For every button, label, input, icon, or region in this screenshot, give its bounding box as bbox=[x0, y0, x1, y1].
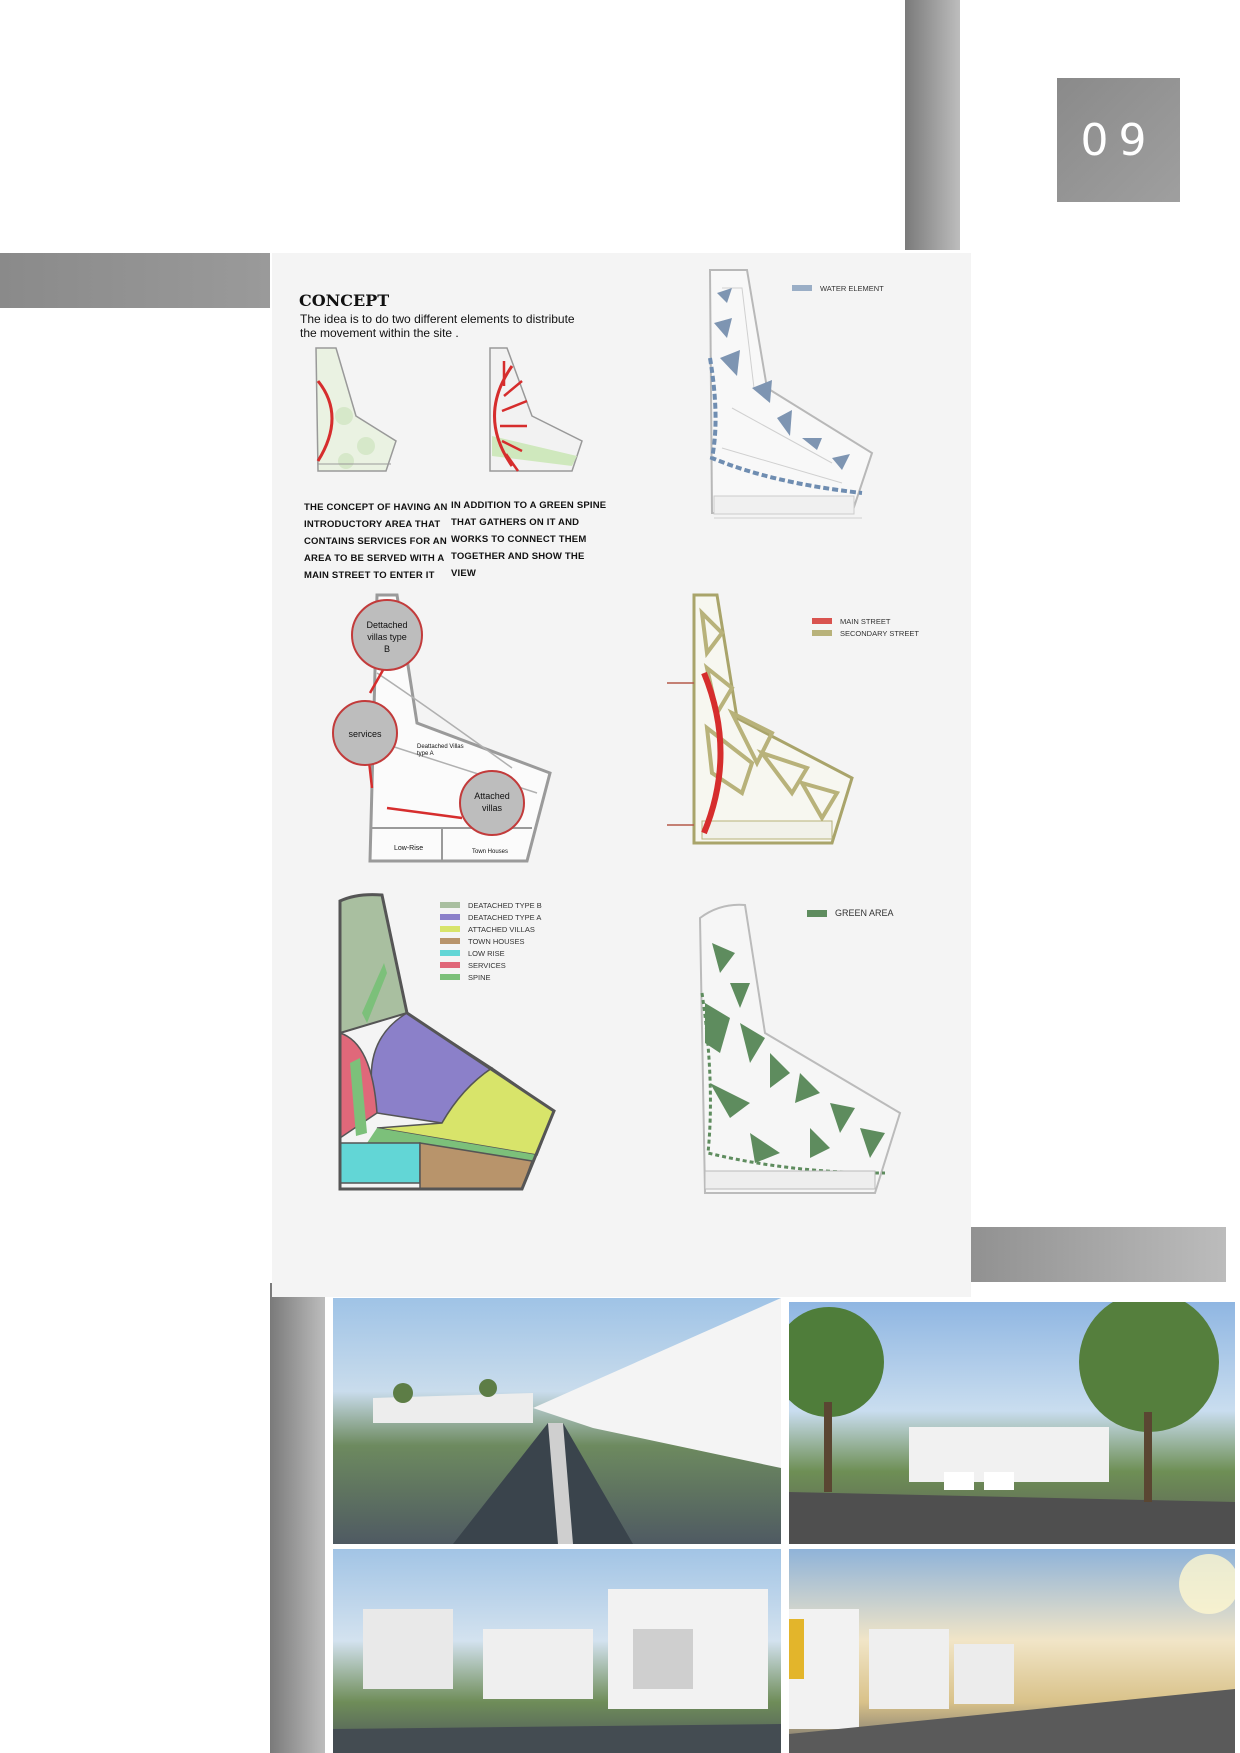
swatch-main-street bbox=[812, 618, 832, 624]
concept-diagram-main-street bbox=[306, 346, 401, 486]
decor-bar-bottom bbox=[270, 1283, 325, 1753]
concept-diagram-green-spine bbox=[482, 346, 592, 486]
label-type-a-line2: type A bbox=[417, 751, 434, 757]
bubble-attached-line1: Attached bbox=[474, 791, 510, 801]
green-area-plan bbox=[690, 903, 920, 1203]
water-element-plan bbox=[692, 268, 912, 558]
legend-streets: MAIN STREET SECONDARY STREET bbox=[812, 615, 919, 639]
bubble-attached-line2: villas bbox=[481, 803, 503, 813]
concept-text-right: IN ADDITION TO A GREEN SPINE THAT GATHERS ON IT AND WORKS TO CONNECT THEM TOGETHER AND SHOW THE VIEW bbox=[451, 500, 607, 579]
swatch-green-area bbox=[807, 910, 827, 917]
swatch-deatached-a bbox=[440, 914, 460, 920]
swatch-town-houses bbox=[440, 938, 460, 944]
legend-water: WATER ELEMENT bbox=[792, 282, 884, 294]
decor-bar-top bbox=[905, 0, 960, 250]
swatch-attached-villas bbox=[440, 926, 460, 932]
bubble-b-line1: Dettached bbox=[366, 620, 408, 630]
decor-bar-right bbox=[960, 1227, 1226, 1282]
rendering-villas-view bbox=[333, 1549, 781, 1753]
bubble-services: services bbox=[348, 729, 382, 739]
swatch-water bbox=[792, 285, 812, 291]
label-town-houses: Town Houses bbox=[472, 849, 509, 855]
concept-title: CONCEPT bbox=[299, 291, 390, 310]
legend-zones: DEATACHED TYPE B DEATACHED TYPE A ATTACHED VILLAS TOWN HOUSES LOW RISE SERVICES SPINE bbox=[440, 899, 542, 983]
legend-green: GREEN AREA bbox=[807, 907, 894, 919]
concept-text-left: THE CONCEPT OF HAVING AN INTRODUCTORY AREA THAT CONTAINS SERVICES FOR AN AREA TO BE SERVED WITH A MAIN STREET TO ENTER IT bbox=[304, 502, 448, 581]
page-number: 09 bbox=[1057, 78, 1180, 202]
decor-bar-left bbox=[0, 253, 270, 308]
concept-description: The idea is to do two different elements to distribute the movement within the site . bbox=[300, 312, 575, 340]
zoning-bubble-diagram bbox=[332, 593, 572, 873]
bubble-b-line3: B bbox=[383, 644, 391, 654]
label-type-a-line1: Deattached Villas bbox=[417, 744, 464, 750]
swatch-low-rise bbox=[440, 950, 460, 956]
rendering-trees-view bbox=[789, 1302, 1235, 1544]
rendering-street-view bbox=[333, 1298, 781, 1544]
bubble-b-line2: villas type bbox=[367, 632, 407, 642]
swatch-spine bbox=[440, 974, 460, 980]
label-low-rise: Low-Rise bbox=[394, 845, 424, 852]
swatch-secondary-street bbox=[812, 630, 832, 636]
swatch-services bbox=[440, 962, 460, 968]
rendering-sunset-view bbox=[789, 1549, 1235, 1753]
swatch-deatached-b bbox=[440, 902, 460, 908]
concept-panel bbox=[272, 253, 971, 1297]
